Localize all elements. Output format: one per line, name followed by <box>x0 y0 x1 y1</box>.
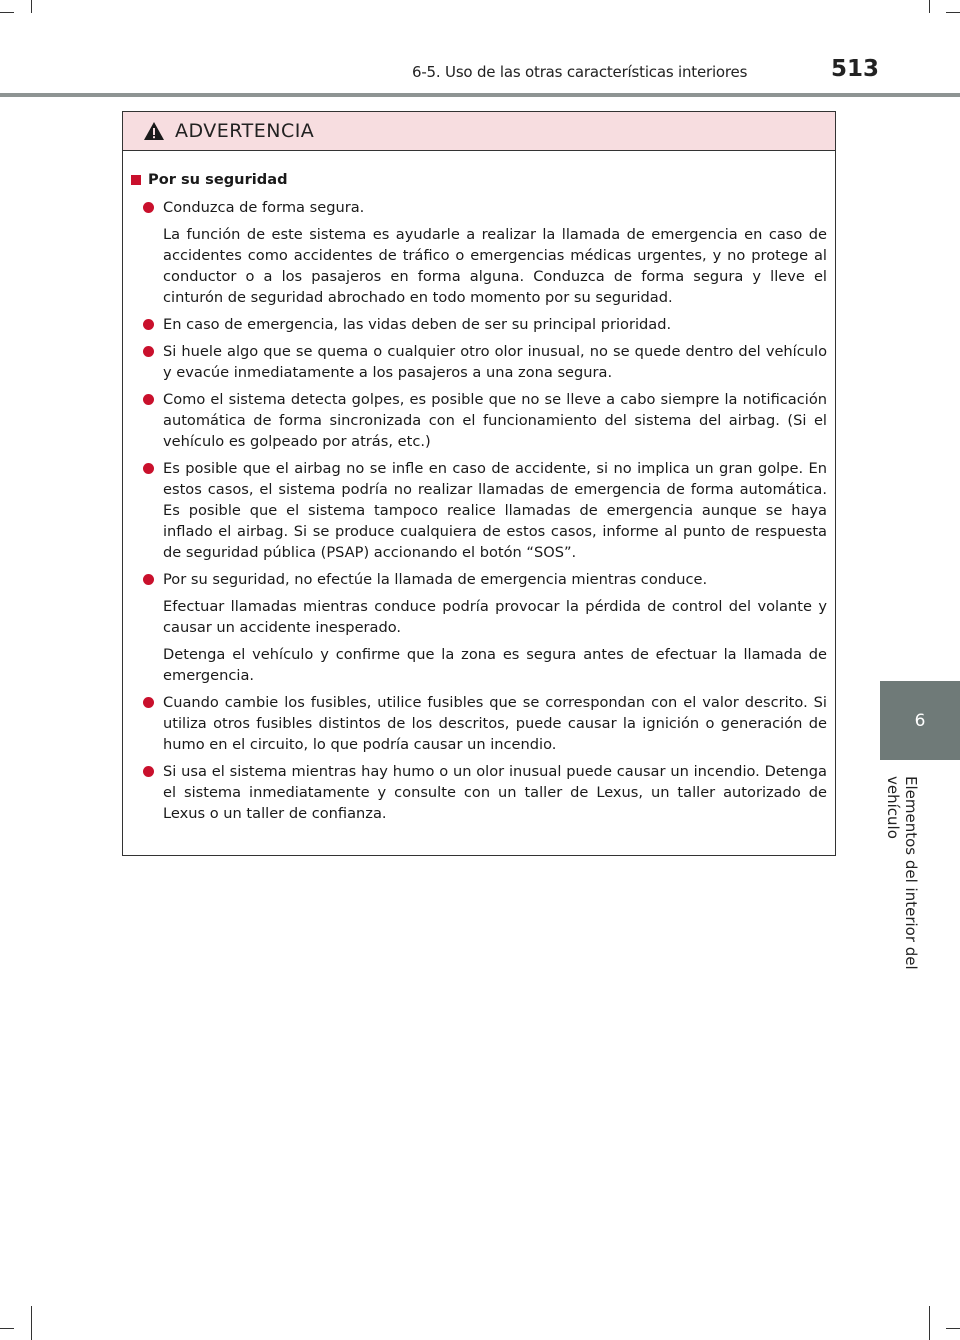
list-item <box>143 197 827 218</box>
red-dot-icon <box>143 202 154 213</box>
list-item <box>143 569 827 590</box>
red-dot-icon <box>143 394 154 405</box>
crop-mark <box>929 0 930 13</box>
crop-mark <box>0 1328 14 1329</box>
list-item-text: Por su seguridad, no efectúe la llamada de emergencia mientras conduce. <box>163 571 708 588</box>
chapter-number: 6 <box>914 710 926 731</box>
crop-mark <box>929 1306 930 1340</box>
list-item <box>143 314 827 335</box>
list-item-text: Conduzca de forma segura. <box>163 199 365 216</box>
list-item-text: Es posible que el airbag no se infle en caso de accidente, si no implica un gran golpe. En estos casos, el sistema podría no realizar llamadas de emergencia de forma automática. Es posible que el sistema tampoco realice llamadas de emergencia aunque se haya inflado el airbag. Si se produce cualquiera de estos casos, informe al punto de respuesta de seguridad pública (PSAP) accionando el botón “SOS”. <box>163 460 827 561</box>
section-title: 6-5. Uso de las otras características interiores <box>412 63 748 81</box>
red-dot-icon <box>143 346 154 357</box>
list-item-paragraph: Detenga el vehículo y confirme que la zona es segura antes de efectuar la llamada de emergencia. <box>163 646 827 684</box>
list-item <box>143 761 827 824</box>
header-divider <box>0 93 960 97</box>
warning-box <box>122 111 836 856</box>
chapter-tab <box>880 681 960 760</box>
crop-mark <box>946 12 960 13</box>
list-item <box>143 341 827 383</box>
red-dot-icon <box>143 766 154 777</box>
crop-mark <box>31 0 32 13</box>
red-dot-icon <box>143 574 154 585</box>
list-item-paragraph: Efectuar llamadas mientras conduce podría provocar la pérdida de control del volante y causar un accidente inesperado. <box>163 598 827 636</box>
warning-title: ADVERTENCIA <box>175 120 315 142</box>
crop-mark <box>0 12 14 13</box>
crop-mark <box>946 1328 960 1329</box>
list-item-paragraph: La función de este sistema es ayudarle a realizar la llamada de emergencia en caso de accidentes como accidentes de tráfico o emergencias médicas urgentes, y no protege al conductor o a los pasajeros en forma alguna. Conduzca de forma segura y lleve el cinturón de seguridad abrochado en todo momento por su seguridad. <box>163 226 827 306</box>
warning-triangle-icon <box>143 121 165 141</box>
page-number: 513 <box>831 56 880 82</box>
red-dot-icon <box>143 697 154 708</box>
red-dot-icon <box>143 463 154 474</box>
warning-body <box>123 151 835 824</box>
warning-header <box>123 112 835 151</box>
section-heading <box>131 169 827 190</box>
list-item-text: Cuando cambie los fusibles, utilice fusibles que se correspondan con el valor descrito. Si utiliza otros fusibles distintos de los descritos, puede causar la ignición o generación de humo en el circuito, lo que podría causar un incendio. <box>163 694 827 753</box>
section-heading-text: Por su seguridad <box>148 171 288 188</box>
list-item-text: Si huele algo que se quema o cualquier otro olor inusual, no se quede dentro del vehículo y evacúe inmediatamente a los pasajeros a una zona segura. <box>163 343 827 381</box>
crop-mark <box>31 1306 32 1340</box>
list-item-text: Como el sistema detecta golpes, es posible que no se lleve a cabo siempre la notificación automática de forma sincronizada con el funcionamiento del sistema del airbag. (Si el vehículo es golpeado por atrás, etc.) <box>163 391 827 450</box>
list-item <box>143 692 827 755</box>
list-item-text: Si usa el sistema mientras hay humo o un olor inusual puede causar un incendio. Detenga el sistema inmediatamente y consulte con un taller de Lexus, un taller autorizado de Lexus o un taller de confianza. <box>163 763 827 822</box>
list-item <box>143 458 827 563</box>
list-item <box>143 389 827 452</box>
list-item-text: En caso de emergencia, las vidas deben de ser su principal prioridad. <box>163 316 672 333</box>
chapter-title: Elementos del interior del vehículo <box>884 776 920 970</box>
red-square-icon <box>131 175 141 185</box>
red-dot-icon <box>143 319 154 330</box>
